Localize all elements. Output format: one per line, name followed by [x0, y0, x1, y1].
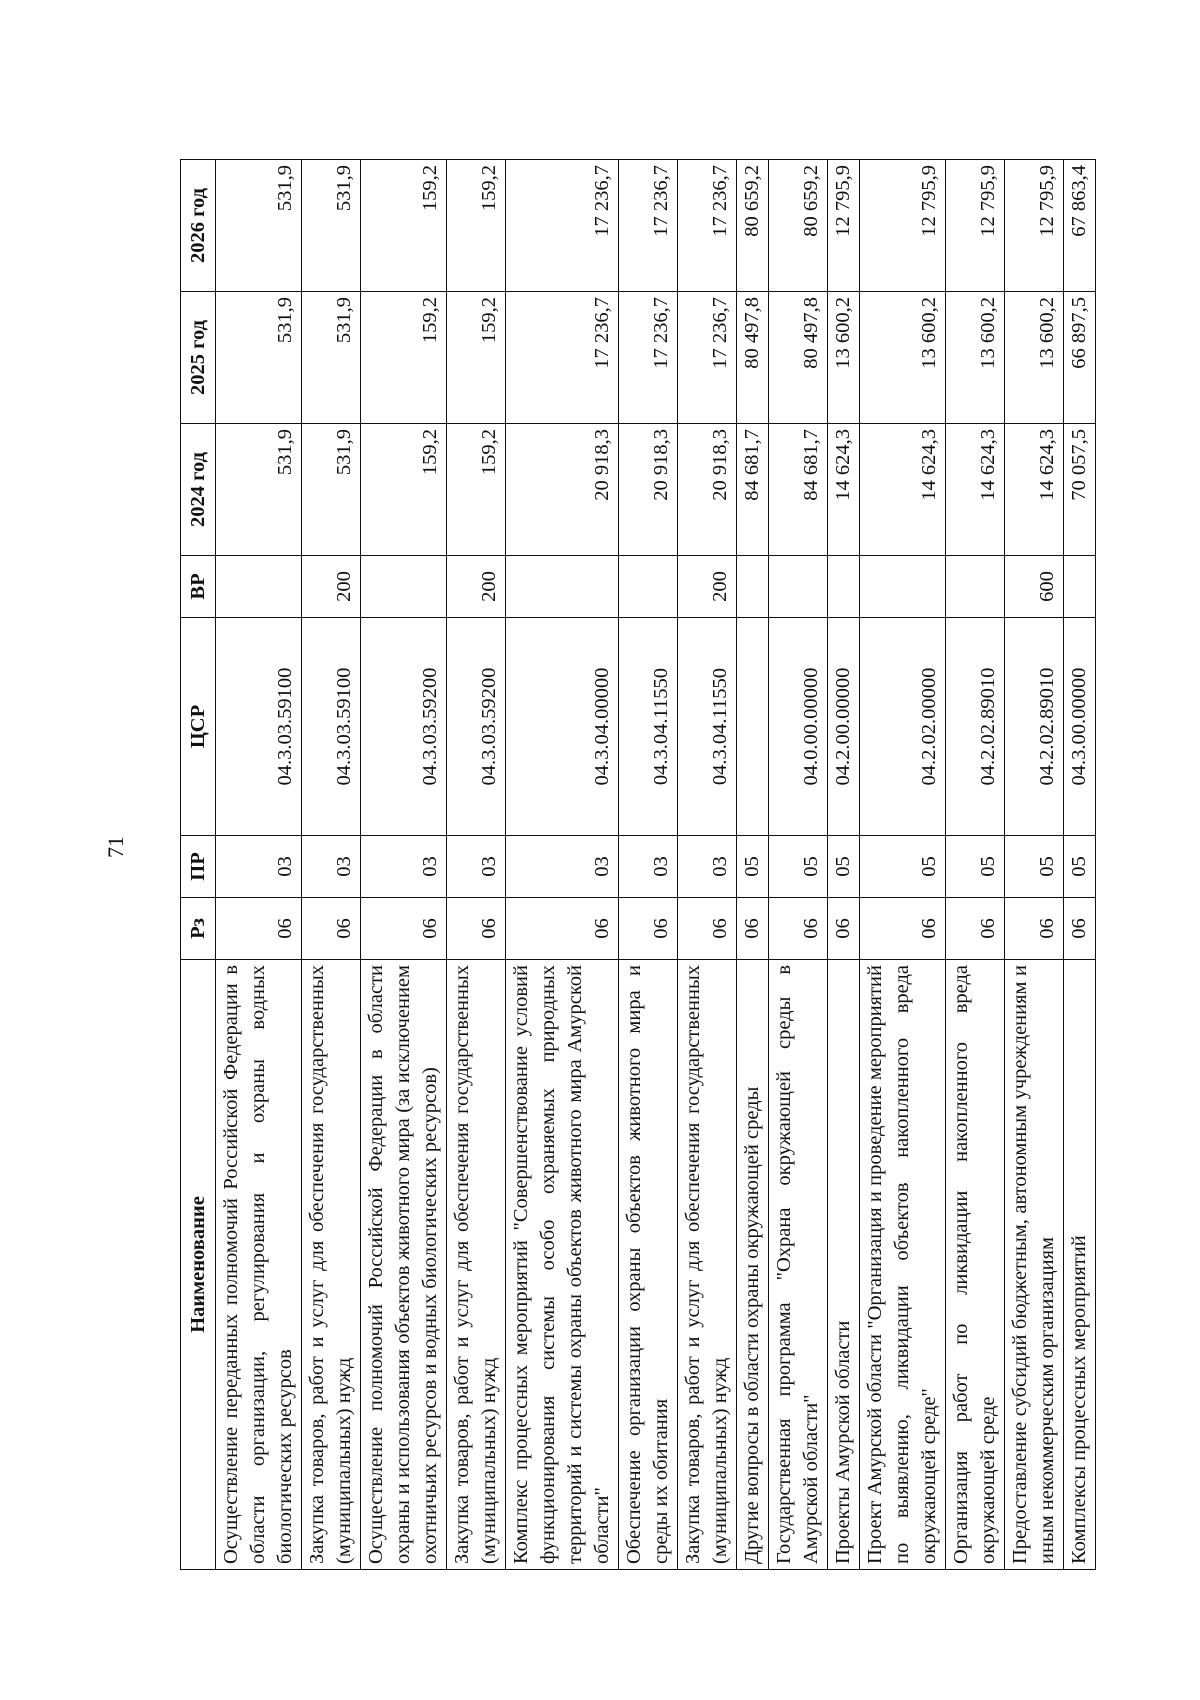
cell-rz: 06: [737, 898, 769, 960]
cell-pr: 03: [216, 836, 302, 898]
cell-rz: 06: [1064, 898, 1096, 960]
header-pr: ПР: [181, 836, 216, 898]
cell-2024: 70 057,5: [1064, 424, 1096, 556]
cell-csr: 04.3.00.00000: [1064, 618, 1096, 836]
cell-2026: 531,9: [302, 160, 361, 292]
table-row: [302, 160, 361, 1570]
cell-rz: 06: [361, 898, 447, 960]
header-2024: 2024 год: [181, 424, 216, 556]
cell-pr: 03: [619, 836, 678, 898]
cell-2026: 12 795,9: [946, 160, 1005, 292]
cell-name: Предоставление субсидий бюджетным, автономным учреждениям и иным некоммерческим организациям: [1005, 960, 1064, 1570]
cell-2024: 159,2: [361, 424, 447, 556]
cell-rz: 06: [447, 898, 506, 960]
cell-pr: 05: [1064, 836, 1096, 898]
cell-2024: 20 918,3: [506, 424, 619, 556]
cell-vr: [769, 556, 828, 618]
cell-2024: 84 681,7: [769, 424, 828, 556]
table-row: [1005, 160, 1064, 1570]
cell-2024: 84 681,7: [737, 424, 769, 556]
cell-2025: 159,2: [447, 292, 506, 424]
header-2025: 2025 год: [181, 292, 216, 424]
cell-csr: 04.3.03.59100: [216, 618, 302, 836]
cell-2024: 14 624,3: [828, 424, 860, 556]
cell-csr: 04.2.02.89010: [1005, 618, 1064, 836]
cell-csr: 04.2.00.00000: [828, 618, 860, 836]
table-row: [946, 160, 1005, 1570]
cell-csr: 04.0.00.00000: [769, 618, 828, 836]
cell-csr: 04.3.04.11550: [678, 618, 737, 836]
cell-name: Государственная программа "Охрана окружающей среды в Амурской области": [769, 960, 828, 1570]
cell-vr: 600: [1005, 556, 1064, 618]
table-row: [216, 160, 302, 1570]
cell-2024: 531,9: [302, 424, 361, 556]
cell-2026: 80 659,2: [737, 160, 769, 292]
header-name: Наименование: [181, 960, 216, 1570]
cell-2024: 14 624,3: [946, 424, 1005, 556]
cell-2025: 13 600,2: [860, 292, 946, 424]
cell-csr: 04.3.04.00000: [506, 618, 619, 836]
table-header-row: [181, 160, 216, 1570]
cell-pr: 05: [769, 836, 828, 898]
cell-2025: 17 236,7: [678, 292, 737, 424]
cell-rz: 06: [828, 898, 860, 960]
cell-2025: 13 600,2: [1005, 292, 1064, 424]
cell-rz: 06: [302, 898, 361, 960]
cell-2025: 531,9: [302, 292, 361, 424]
table-row: [506, 160, 619, 1570]
header-2026: 2026 год: [181, 160, 216, 292]
cell-2025: 80 497,8: [737, 292, 769, 424]
cell-pr: 05: [1005, 836, 1064, 898]
cell-2025: 17 236,7: [619, 292, 678, 424]
cell-2026: 159,2: [361, 160, 447, 292]
cell-csr: 04.3.03.59100: [302, 618, 361, 836]
table-row: [678, 160, 737, 1570]
cell-pr: 05: [946, 836, 1005, 898]
cell-2025: 13 600,2: [828, 292, 860, 424]
cell-name: Проекты Амурской области: [828, 960, 860, 1570]
cell-vr: [361, 556, 447, 618]
cell-name: Закупка товаров, работ и услуг для обеспечения государственных (муниципальных) нужд: [302, 960, 361, 1570]
cell-vr: [619, 556, 678, 618]
cell-2026: 12 795,9: [860, 160, 946, 292]
cell-2026: 12 795,9: [828, 160, 860, 292]
cell-2024: 14 624,3: [1005, 424, 1064, 556]
table-row: [737, 160, 769, 1570]
cell-vr: 200: [302, 556, 361, 618]
cell-csr: 04.2.02.00000: [860, 618, 946, 836]
cell-pr: 03: [302, 836, 361, 898]
cell-name: Организация работ по ликвидации накопленного вреда окружающей среде: [946, 960, 1005, 1570]
cell-vr: [860, 556, 946, 618]
cell-vr: [737, 556, 769, 618]
cell-name: Закупка товаров, работ и услуг для обеспечения государственных (муниципальных) нужд: [678, 960, 737, 1570]
cell-2024: 159,2: [447, 424, 506, 556]
table-body: [216, 160, 1096, 1570]
table-row: [1064, 160, 1096, 1570]
cell-2026: 159,2: [447, 160, 506, 292]
cell-2025: 17 236,7: [506, 292, 619, 424]
cell-rz: 06: [1005, 898, 1064, 960]
cell-csr: 04.3.04.11550: [619, 618, 678, 836]
header-rz: Рз: [181, 898, 216, 960]
cell-2024: 14 624,3: [860, 424, 946, 556]
cell-pr: 03: [678, 836, 737, 898]
cell-vr: 200: [447, 556, 506, 618]
table-row: [447, 160, 506, 1570]
cell-pr: 05: [860, 836, 946, 898]
cell-2024: 20 918,3: [678, 424, 737, 556]
cell-name: Другие вопросы в области охраны окружающей среды: [737, 960, 769, 1570]
cell-2025: 80 497,8: [769, 292, 828, 424]
cell-name: Обеспечение организации охраны объектов животного мира и среды их обитания: [619, 960, 678, 1570]
cell-rz: 06: [216, 898, 302, 960]
cell-name: Комплекс процессных мероприятий "Совершенствование условий функционирования системы особо охраняемых природных территорий и системы охраны объектов животного мира Амурской области": [506, 960, 619, 1570]
table-row: [828, 160, 860, 1570]
cell-rz: 06: [506, 898, 619, 960]
cell-csr: 04.2.02.89010: [946, 618, 1005, 836]
cell-vr: [946, 556, 1005, 618]
cell-rz: 06: [678, 898, 737, 960]
table-row: [619, 160, 678, 1570]
cell-vr: [828, 556, 860, 618]
cell-csr: [737, 618, 769, 836]
cell-rz: 06: [946, 898, 1005, 960]
cell-2025: 531,9: [216, 292, 302, 424]
cell-2026: 17 236,7: [619, 160, 678, 292]
cell-2026: 80 659,2: [769, 160, 828, 292]
header-csr: ЦСР: [181, 618, 216, 836]
cell-2026: 17 236,7: [506, 160, 619, 292]
cell-name: Проект Амурской области "Организация и проведение мероприятий по выявлению, ликвидации объектов накопленного вреда окружающей среде": [860, 960, 946, 1570]
cell-2025: 13 600,2: [946, 292, 1005, 424]
cell-2024: 531,9: [216, 424, 302, 556]
cell-name: Комплексы процессных мероприятий: [1064, 960, 1096, 1570]
cell-2024: 20 918,3: [619, 424, 678, 556]
cell-vr: [506, 556, 619, 618]
table-row: [361, 160, 447, 1570]
cell-2026: 17 236,7: [678, 160, 737, 292]
cell-name: Осуществление полномочий Российской Федерации в области охраны и использования объектов животного мира (за исключением охотничьих ресурсов и водных биологических ресурсов): [361, 960, 447, 1570]
cell-rz: 06: [619, 898, 678, 960]
cell-pr: 03: [361, 836, 447, 898]
cell-csr: 04.3.03.59200: [361, 618, 447, 836]
cell-pr: 05: [737, 836, 769, 898]
cell-2025: 66 897,5: [1064, 292, 1096, 424]
cell-pr: 05: [828, 836, 860, 898]
cell-vr: [216, 556, 302, 618]
cell-rz: 06: [860, 898, 946, 960]
cell-2026: 12 795,9: [1005, 160, 1064, 292]
budget-table: [180, 159, 1096, 1570]
cell-rz: 06: [769, 898, 828, 960]
cell-2026: 531,9: [216, 160, 302, 292]
cell-pr: 03: [447, 836, 506, 898]
cell-name: Закупка товаров, работ и услуг для обеспечения государственных (муниципальных) нужд: [447, 960, 506, 1570]
cell-vr: [1064, 556, 1096, 618]
cell-2026: 67 863,4: [1064, 160, 1096, 292]
cell-vr: 200: [678, 556, 737, 618]
cell-2025: 159,2: [361, 292, 447, 424]
page-number: 71: [103, 836, 128, 858]
table-row: [860, 160, 946, 1570]
cell-csr: 04.3.03.59200: [447, 618, 506, 836]
cell-pr: 03: [506, 836, 619, 898]
table-row: [769, 160, 828, 1570]
rotated-table-container: [180, 160, 1096, 1570]
header-vr: ВР: [181, 556, 216, 618]
cell-name: Осуществление переданных полномочий Российской Федерации в области организации, регулирования и охраны водных биологических ресурсов: [216, 960, 302, 1570]
